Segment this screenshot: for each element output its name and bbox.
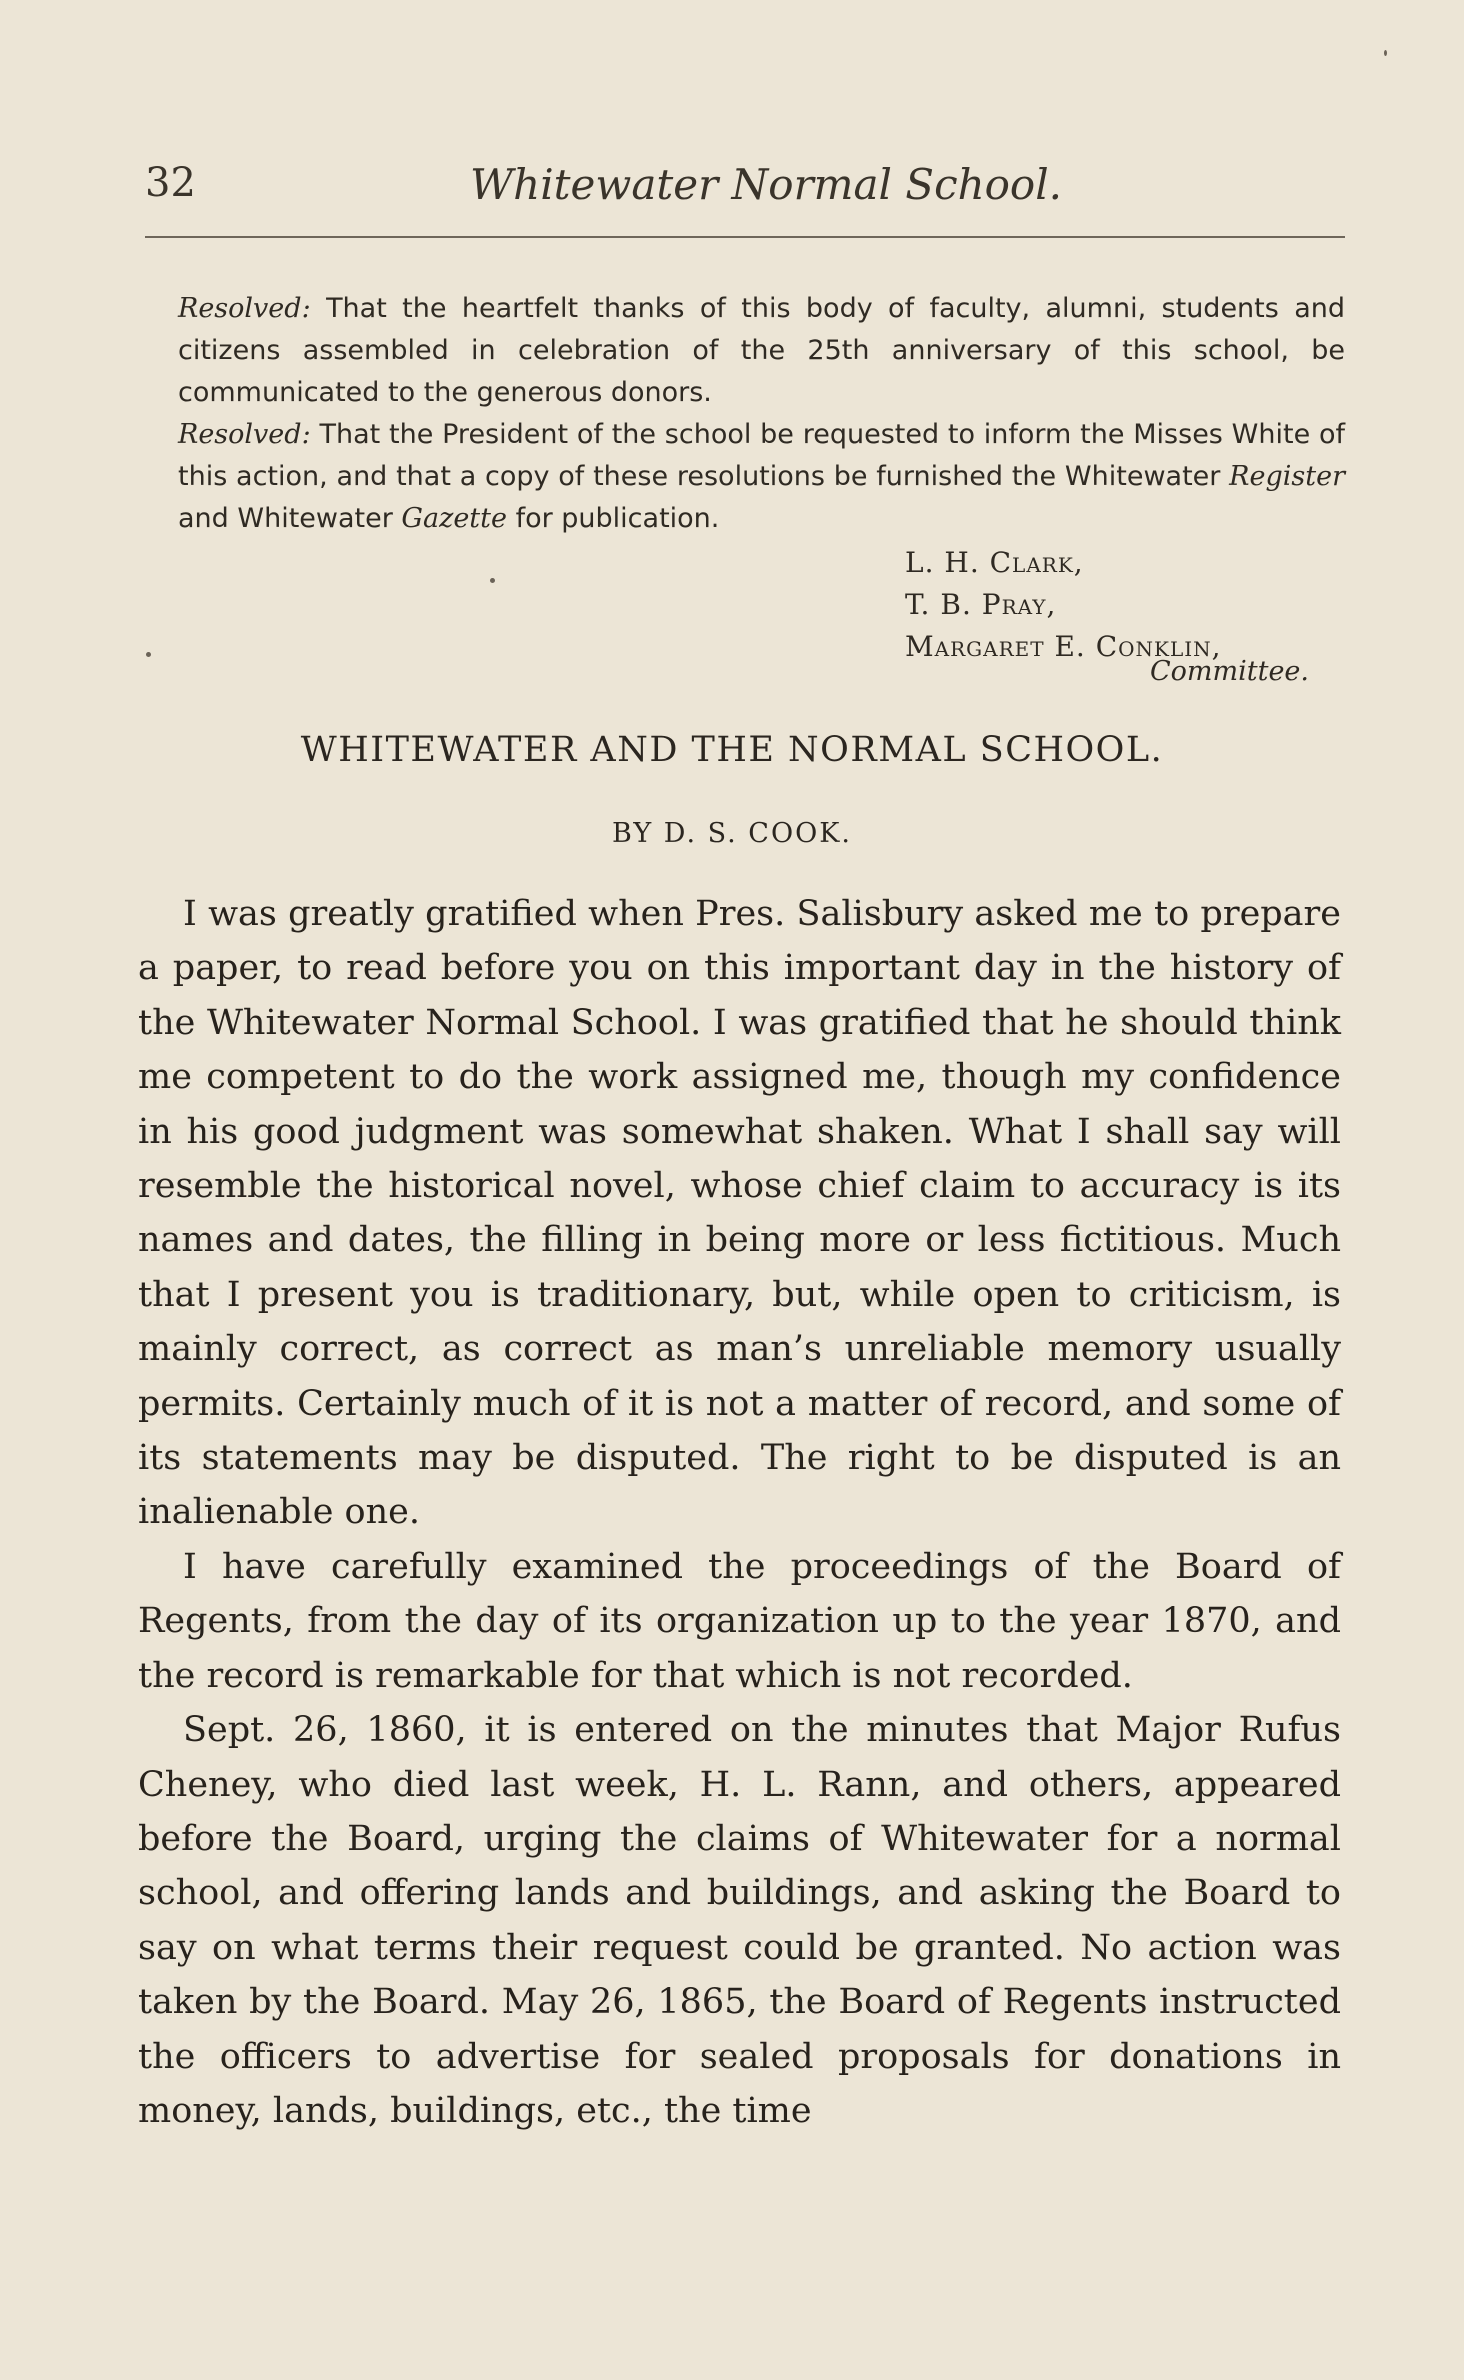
signature-name: Margaret E. Conklin, bbox=[905, 630, 1222, 663]
signatures bbox=[905, 542, 1222, 668]
resolution-2-end: for publication. bbox=[515, 503, 720, 534]
body-paragraph: Sept. 26, 1860, it is entered on the minutes that Major Rufus Cheney, who died last week, H. L. Rann, and others, appeared before the Board, urging the claims of Whitewater for a normal school, and offering lands and buildings, and asking the Board to say on what terms their request could be granted. No action was taken by the Board. May 26, 1865, the Board of Regents instructed the officers to advertise for sealed proposals for donations in money, lands, buildings, etc., the time bbox=[138, 1710, 1341, 2131]
gazette-title: Gazette bbox=[401, 503, 507, 534]
resolution-2-connector: and Whitewater bbox=[178, 503, 393, 534]
resolutions-block bbox=[140, 288, 1345, 540]
register-title: Register bbox=[1229, 461, 1345, 492]
resolution-1 bbox=[140, 288, 1345, 414]
resolution-1-text: That the heartfelt thanks of this body of faculty, alumni, students and citizens assembled in celebration of the 25th anniversary of this school, be communicated to the generous donors. bbox=[178, 293, 1345, 408]
resolution-2-label: Resolved: bbox=[178, 419, 311, 450]
resolution-1-label: Resolved: bbox=[178, 293, 311, 324]
article-title: WHITEWATER AND THE NORMAL SCHOOL. bbox=[300, 730, 1164, 770]
resolution-2 bbox=[140, 414, 1345, 540]
running-header bbox=[145, 160, 1345, 220]
article-byline: BY D. S. COOK. bbox=[611, 818, 852, 849]
page-number: 32 bbox=[145, 160, 196, 206]
body-paragraph: I have carefully examined the proceedings of the Board of Regents, from the day of its organization up to the year 1870, and the record is remarkable for that which is not recorded. bbox=[138, 1546, 1341, 1696]
article-body bbox=[138, 887, 1341, 2138]
resolution-2-text: That the President of the school be requested to inform the Misses White of this action, and that a copy of these resolutions be furnished the Whitewater bbox=[178, 419, 1346, 492]
header-rule bbox=[145, 236, 1345, 238]
signature-name: L. H. Clark, bbox=[905, 546, 1084, 579]
print-speck bbox=[146, 652, 151, 657]
print-speck bbox=[1384, 50, 1387, 56]
body-paragraph: I was greatly gratified when Pres. Salisbury asked me to prepare a paper, to read before you on this important day in the history of the Whitewater Normal School. I was gratified that he should think me competent to do the work assigned me, though my confidence in his good judgment was somewhat shaken. What I shall say will resemble the historical novel, whose chief claim to accuracy is its names and dates, the filling in being more or less fictitious. Much that I present you is traditionary, but, while open to criticism, is mainly correct, as correct as man’s unreliable memory usually permits. Certainly much of it is not a matter of record, and some of its statements may be disputed. The right to be disputed is an inalienable one. bbox=[138, 894, 1341, 1533]
print-speck bbox=[490, 578, 495, 583]
signature-name: T. B. Pray, bbox=[905, 588, 1057, 621]
running-title: Whitewater Normal School. bbox=[470, 160, 1062, 209]
committee-label: Committee. bbox=[1150, 656, 1309, 687]
